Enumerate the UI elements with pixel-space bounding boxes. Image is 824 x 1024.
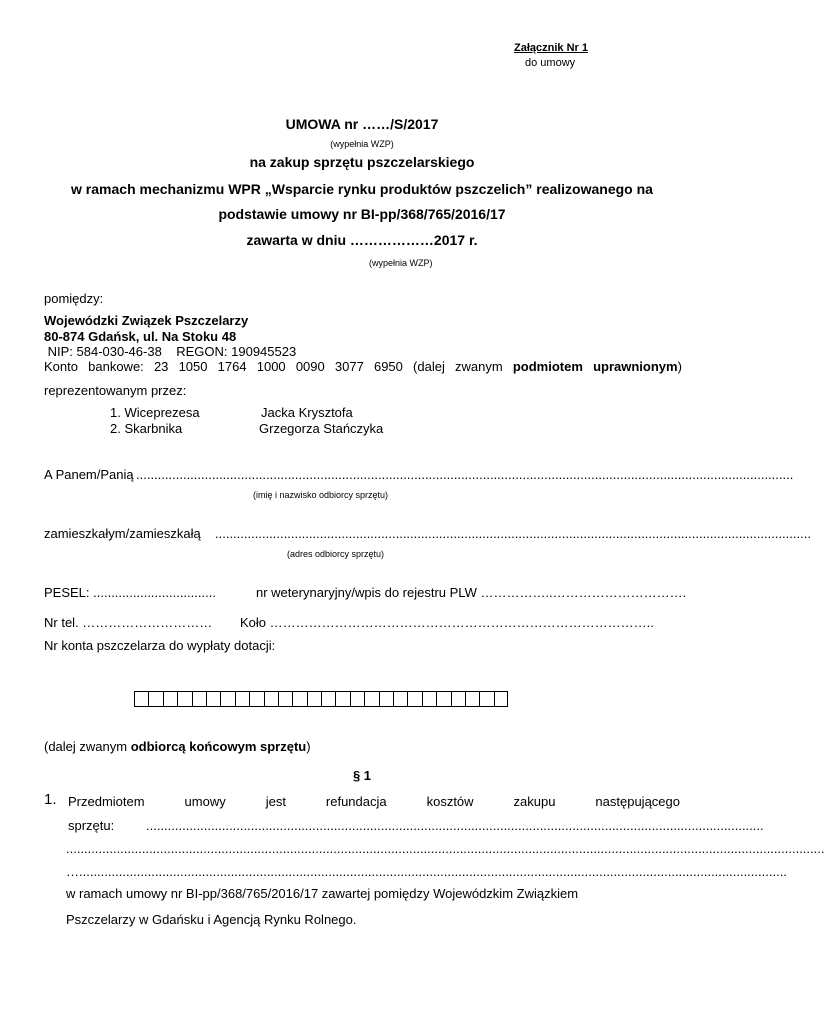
item-1-word: jest: [265, 794, 286, 809]
called-recipient: [44, 739, 311, 754]
phone-field[interactable]: Nr tel. …………………………: [44, 615, 213, 630]
iban-digit-box[interactable]: [192, 691, 206, 707]
iban-digit-box[interactable]: [350, 691, 364, 707]
recipient-name-field[interactable]: ......................................................................................................................................................................................: [136, 467, 794, 482]
called-bold: odbiorcą końcowym sprzętu: [130, 739, 307, 754]
iban-digit-box[interactable]: [278, 691, 292, 707]
title-note-2: (wypełnia WZP): [369, 258, 433, 268]
recipient-name-note: (imię i nazwisko odbiorcy sprzętu): [253, 490, 389, 500]
iban-digit-box[interactable]: [335, 691, 349, 707]
account-close: ): [677, 359, 682, 374]
iban-digit-box[interactable]: [292, 691, 306, 707]
title-line-4: podstawie umowy nr BI-pp/368/765/2016/17: [218, 206, 506, 222]
account-word: 1050: [178, 359, 208, 374]
account-word: bankowe:: [88, 359, 144, 374]
rep2-name: Grzegorza Stańczyka: [259, 421, 384, 436]
vet-number-field[interactable]: nr weterynaryjny/wpis do rejestru PLW ……………..………………………….: [256, 585, 687, 600]
iban-digit-box[interactable]: [249, 691, 263, 707]
represented-label: reprezentowanym przez:: [44, 383, 187, 398]
annex-sub: do umowy: [525, 57, 576, 69]
account-word: 3077: [334, 359, 364, 374]
iban-digit-box[interactable]: [307, 691, 321, 707]
equipment-label: sprzętu:: [68, 818, 115, 833]
account-bold-word: uprawnionym: [593, 359, 678, 374]
called-post: ): [306, 739, 311, 754]
iban-digit-box[interactable]: [465, 691, 479, 707]
title-note-1: (wypełnia WZP): [330, 139, 394, 149]
account-bold-word: podmiotem: [512, 359, 583, 374]
contract-title: UMOWA nr ……/S/2017: [285, 116, 439, 132]
annex-label: Załącznik Nr 1: [514, 42, 588, 54]
between-label: pomiędzy:: [44, 291, 104, 306]
rep1-name: Jacka Krysztofa: [261, 405, 353, 420]
iban-boxes[interactable]: [134, 691, 508, 707]
iban-digit-box[interactable]: [422, 691, 436, 707]
recipient-name-label: A Panem/Panią: [44, 467, 134, 482]
iban-digit-box[interactable]: [163, 691, 177, 707]
called-pre: (dalej zwanym: [44, 739, 131, 754]
account-word: 6950: [373, 359, 403, 374]
address-field[interactable]: .....................................................................................................................................................................: [215, 526, 811, 541]
item-1-word: następującego: [595, 794, 680, 809]
item-1-first-line: [68, 794, 680, 809]
iban-digit-box[interactable]: [451, 691, 465, 707]
item-1-word: Przedmiotem: [68, 794, 145, 809]
equipment-field-3[interactable]: …....................................................................................................................................................................................................: [66, 864, 787, 879]
nip-regon: NIP: 584-030-46-38 REGON: 190945523: [44, 344, 297, 359]
item-1-word: zakupu: [513, 794, 556, 809]
address-label: zamieszkałym/zamieszkałą: [44, 526, 201, 541]
iban-digit-box[interactable]: [220, 691, 234, 707]
account-word: (dalej: [413, 359, 445, 374]
kolo-field[interactable]: Koło ……………………………………………………………………………..: [240, 615, 654, 630]
pesel-field[interactable]: PESEL: ..................................: [44, 585, 216, 600]
iban-digit-box[interactable]: [379, 691, 393, 707]
title-line-3: w ramach mechanizmu WPR „Wsparcie rynku produktów pszczelich” realizowanego na: [71, 181, 653, 197]
item-1-word: refundacja: [325, 794, 387, 809]
title-line-5: zawarta w dniu ………………2017 r.: [246, 232, 478, 248]
address-note: (adres odbiorcy sprzętu): [287, 549, 385, 559]
title-line-2: na zakup sprzętu pszczelarskiego: [249, 154, 475, 170]
iban-digit-box[interactable]: [264, 691, 278, 707]
iban-digit-box[interactable]: [479, 691, 493, 707]
org-address: 80-874 Gdańsk, ul. Na Stoku 48: [44, 329, 237, 344]
account-word: 1764: [217, 359, 247, 374]
org-name: Wojewódzki Związek Pszczelarzy: [44, 313, 249, 328]
account-word: 0090: [295, 359, 325, 374]
bank-account-line: [44, 359, 682, 374]
account-word: zwanym: [455, 359, 503, 374]
iban-digit-box[interactable]: [148, 691, 162, 707]
iban-digit-box[interactable]: [494, 691, 508, 707]
account-word: Konto: [44, 359, 78, 374]
iban-digit-box[interactable]: [206, 691, 220, 707]
beekeeper-account-label: Nr konta pszczelarza do wypłaty dotacji:: [44, 638, 276, 653]
account-word: 1000: [256, 359, 286, 374]
rep2-role: 2. Skarbnika: [110, 421, 183, 436]
iban-digit-box[interactable]: [436, 691, 450, 707]
equipment-field-1[interactable]: ...........................................................................................................................................................................: [146, 818, 764, 833]
iban-digit-box[interactable]: [364, 691, 378, 707]
item-1-line-6: Pszczelarzy w Gdańsku i Agencją Rynku Rolnego.: [66, 912, 357, 927]
iban-digit-box[interactable]: [177, 691, 191, 707]
rep1-role: 1. Wiceprezesa: [110, 405, 200, 420]
iban-digit-box[interactable]: [235, 691, 249, 707]
equipment-field-2[interactable]: ..................................................................................................................................................................................................................: [66, 841, 824, 856]
account-bold-wrap: [593, 359, 682, 374]
iban-digit-box[interactable]: [321, 691, 335, 707]
iban-digit-box[interactable]: [134, 691, 148, 707]
item-1-word: umowy: [184, 794, 226, 809]
section-1-heading: § 1: [352, 768, 372, 783]
iban-digit-box[interactable]: [393, 691, 407, 707]
item-1-line-5: w ramach umowy nr BI-pp/368/765/2016/17 zawartej pomiędzy Wojewódzkim Związkiem: [66, 886, 579, 901]
item-1-word: kosztów: [426, 794, 474, 809]
iban-digit-box[interactable]: [407, 691, 421, 707]
item-number-1: 1.: [44, 791, 57, 808]
account-word: 23: [153, 359, 169, 374]
